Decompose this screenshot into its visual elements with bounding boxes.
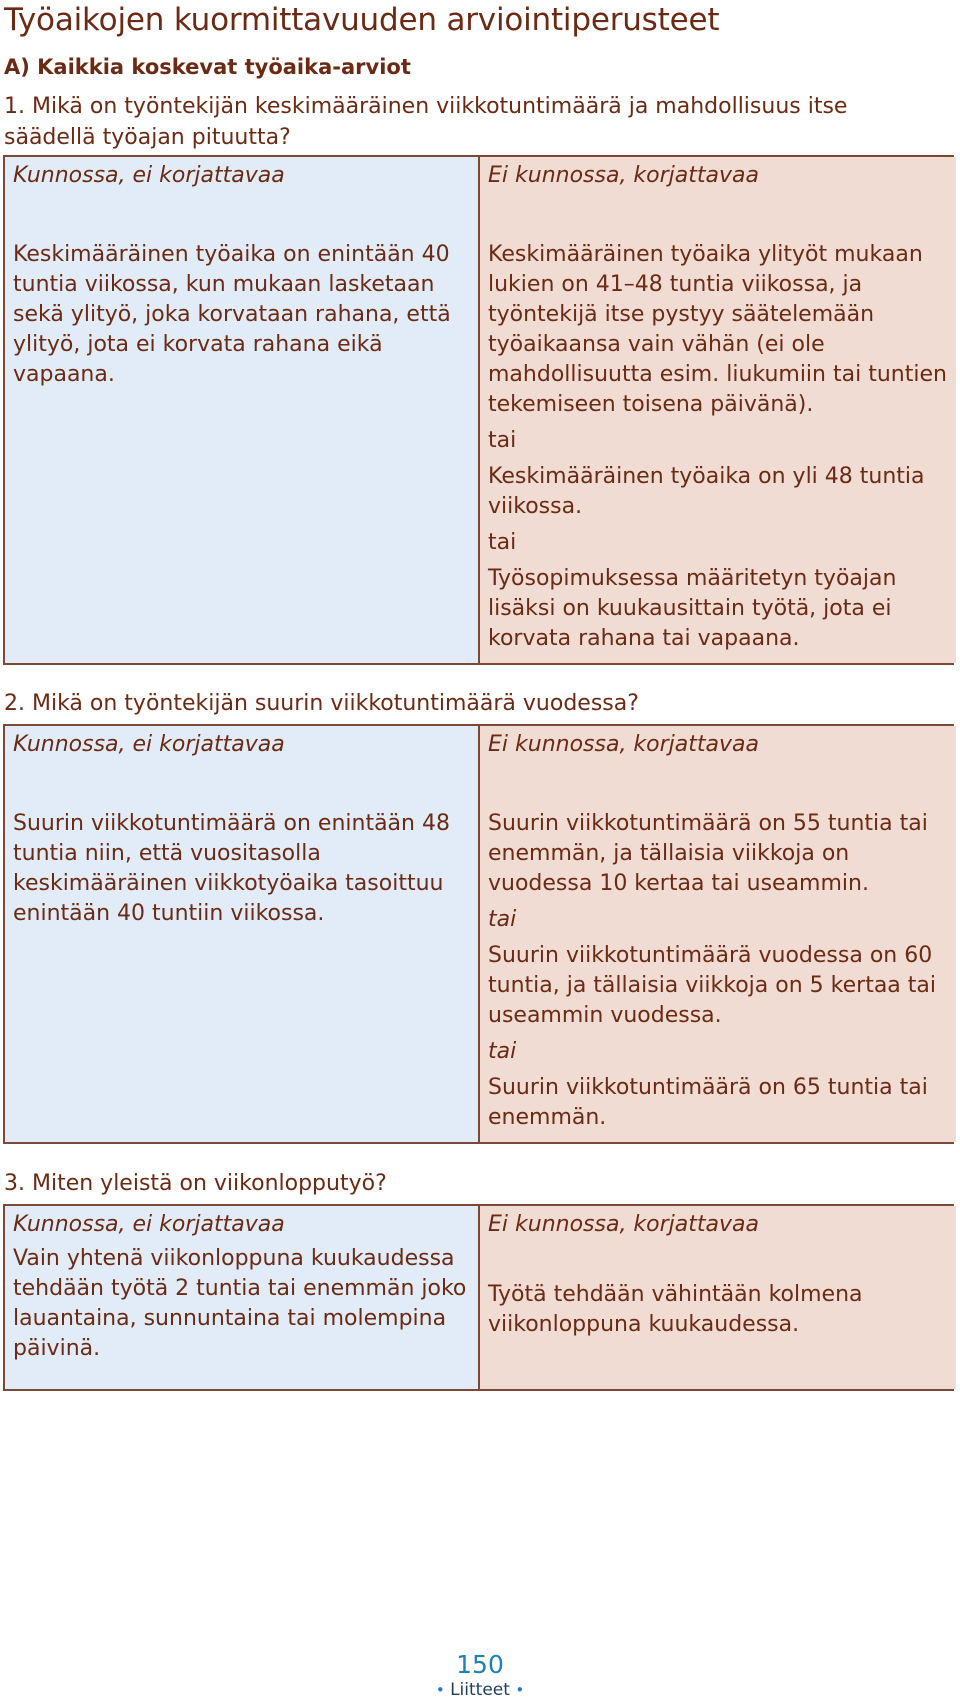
not-ok-criterion: Suurin viikkotuntimäärä vuodessa on 60 tuntia, ja tällaisia viikkoja on 5 kertaa tai useammin vuodessa.: [488, 943, 936, 1028]
not-ok-criterion: Suurin viikkotuntimäärä on 55 tuntia tai enemmän, ja tällaisia viikkoja on vuodessa 10 kertaa tai useammin.: [488, 811, 928, 896]
not-ok-cell: [480, 726, 956, 1142]
not-ok-cell: [480, 157, 956, 663]
not-ok-criterion: Keskimääräinen työaika on yli 48 tuntia viikossa.: [488, 464, 925, 519]
ok-header: Kunnossa, ei korjattavaa: [13, 1212, 285, 1237]
question-3: 3. Miten yleistä on viikonlopputyö?: [4, 1171, 387, 1196]
not-ok-cell: [480, 1206, 956, 1389]
ok-cell: [5, 1206, 480, 1389]
not-ok-header: Ei kunnossa, korjattavaa: [488, 732, 759, 757]
page-number: 150: [456, 1650, 504, 1679]
not-ok-header: Ei kunnossa, korjattavaa: [488, 163, 759, 188]
question-2: 2. Mikä on työntekijän suurin viikkotuntimäärä vuodessa?: [4, 691, 639, 716]
bullet-icon: •: [435, 1681, 445, 1699]
ok-criterion: Vain yhtenä viikonloppuna kuukaudessa tehdään työtä 2 tuntia tai enemmän joko lauantaina, sunnuntaina tai molempina päivinä.: [13, 1246, 467, 1361]
or-separator: tai: [488, 530, 517, 555]
section-heading-a: A) Kaikkia koskevat työaika-arviot: [4, 55, 411, 79]
ok-criterion: Keskimääräinen työaika on enintään 40 tuntia viikossa, kun mukaan lasketaan sekä ylityö, joka korvataan rahana, että ylityö, jota ei korvata rahana eikä vapaana.: [13, 242, 451, 387]
ok-criterion: Suurin viikkotuntimäärä on enintään 48 tuntia niin, että vuositasolla keskimääräinen viikkotyöaika tasoittuu enintään 40 tuntiin viikossa.: [13, 811, 450, 926]
or-separator: tai: [488, 428, 517, 453]
or-separator: tai: [488, 907, 517, 932]
table-question-3: [3, 1204, 954, 1391]
not-ok-criterion: Työtä tehdään vähintään kolmena viikonloppuna kuukaudessa.: [488, 1282, 863, 1337]
or-separator: tai: [488, 1039, 517, 1064]
footer-label: Liitteet: [450, 1680, 510, 1700]
footer-section-label: [0, 1680, 960, 1700]
ok-cell: [5, 157, 480, 663]
not-ok-criterion: Työsopimuksessa määritetyn työajan lisäksi on kuukausittain työtä, jota ei korvata rahana tai vapaana.: [488, 566, 897, 651]
bullet-icon: •: [515, 1681, 525, 1699]
table-question-1: [3, 155, 954, 665]
ok-header: Kunnossa, ei korjattavaa: [13, 732, 285, 757]
not-ok-criterion: Suurin viikkotuntimäärä on 65 tuntia tai enemmän.: [488, 1075, 928, 1130]
table-question-2: [3, 724, 954, 1144]
question-1: 1. Mikä on työntekijän keskimääräinen viikkotuntimäärä ja mahdollisuus itse säädellä työajan pituutta?: [4, 94, 848, 150]
page-title: Työaikojen kuormittavuuden arviointiperusteet: [4, 2, 720, 38]
ok-header: Kunnossa, ei korjattavaa: [13, 163, 285, 188]
ok-cell: [5, 726, 480, 1142]
not-ok-header: Ei kunnossa, korjattavaa: [488, 1212, 759, 1237]
not-ok-criterion: Keskimääräinen työaika ylityöt mukaan lukien on 41–48 tuntia viikossa, ja työntekijä itse pystyy säätelemään työaikaansa vain vähän (ei ole mahdollisuutta esim. liukumiin tai tuntien tekemiseen toisena päivänä).: [488, 242, 947, 417]
